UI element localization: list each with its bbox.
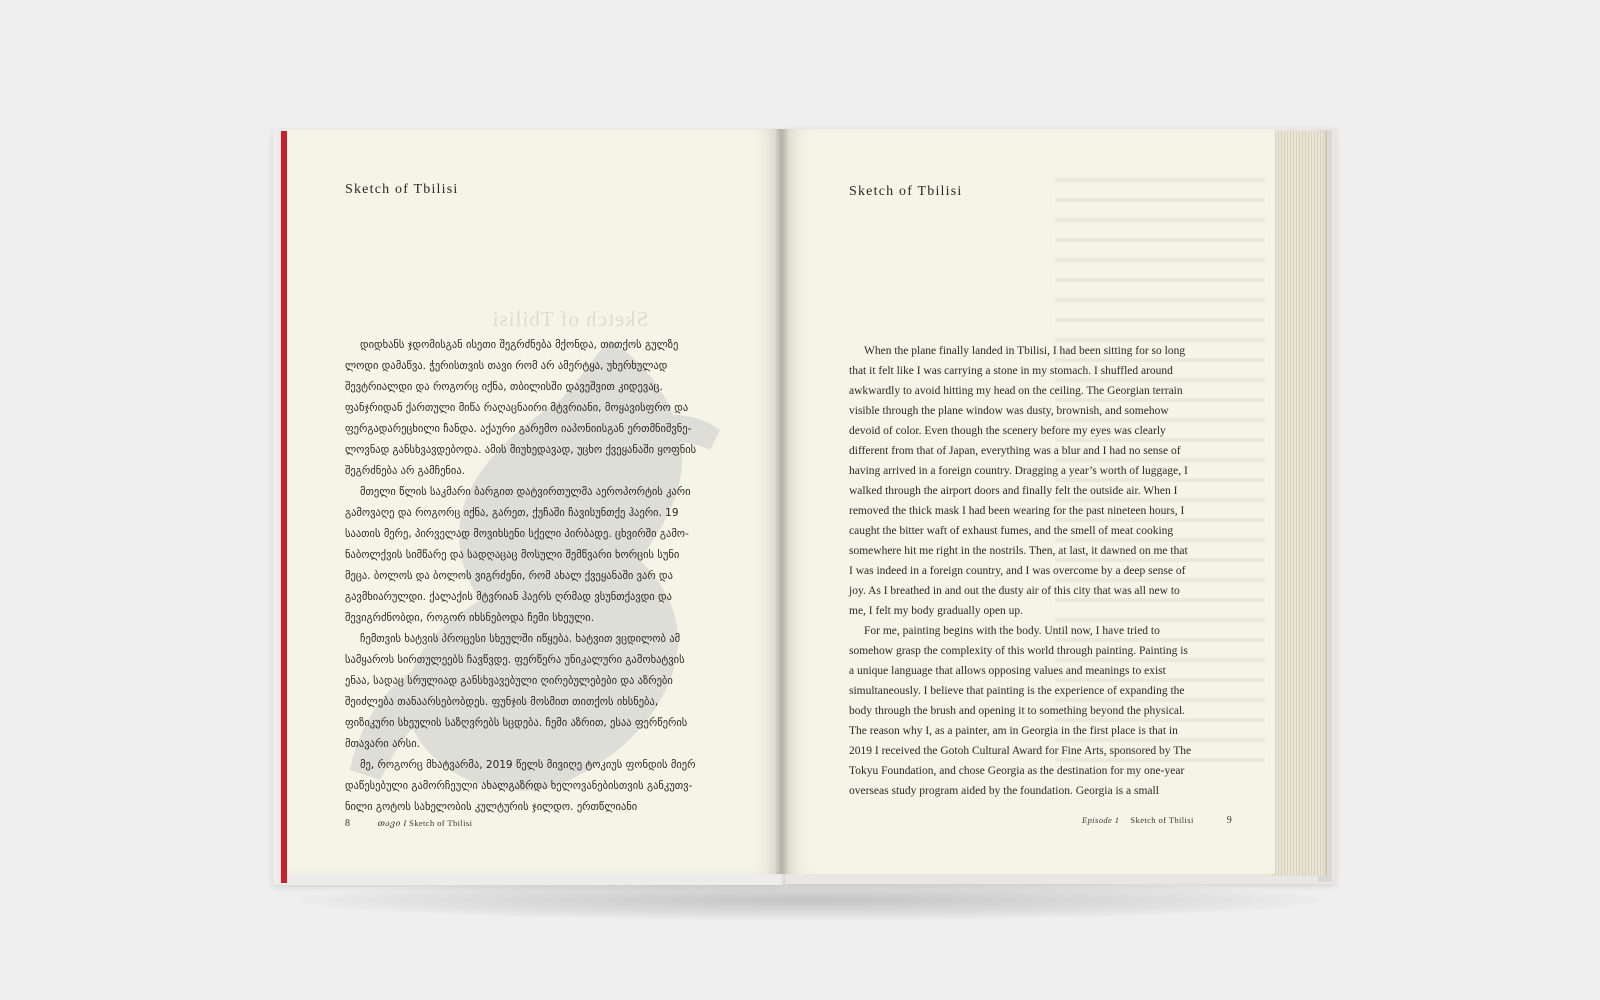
text-line: ენაა, სადაც სრულიად განსხვავებული ღირებულებები და აზრები xyxy=(345,675,673,687)
text-line: მთელი წლის საკმარი ბარგით დატვირთულმა აეროპორტის კარი xyxy=(360,486,691,498)
text-line: ლოვნად განსხვავდებოდა. ამის მიუხედავად, უცხო ქვეყანაში ყოფნის xyxy=(345,444,697,456)
text-line: awkwardly to avoid hitting my head on the ceiling. The Georgian terrain xyxy=(849,385,1183,397)
text-line: შეგრძნება არ გამჩენია. xyxy=(345,465,465,477)
text-line: somehow grasp the complexity of this world through painting. Painting is xyxy=(849,645,1188,657)
text-line: removed the thick mask I had been wearing for the past nineteen hours, I xyxy=(849,505,1185,517)
footer-title: Sketch of Tbilisi xyxy=(409,818,473,828)
text-line: ფერგადარეცხილი ჩანდა. აქაური გარემო იაპონიისგან ერთმნიშვნე- xyxy=(345,423,692,435)
text-line: დაწესებული გამორჩეული ახალგაზრდა ხელოვანებისთვის განკუთვ- xyxy=(345,780,693,792)
text-line: საათის მერე, პირველად მოვიხსენი სქელი პირბადე. ცხვირში გამო- xyxy=(345,528,689,540)
page-edges xyxy=(1270,131,1327,876)
text-line: ფანჯრიდან ქართული მიწა რაღაცნაირი მტვრიანი, მოყავისფრო და xyxy=(345,402,689,414)
text-line: simultaneously. I believe that painting is the experience of expanding the xyxy=(849,685,1185,697)
text-line: Tokyu Foundation, and chose Georgia as the destination for my one-year xyxy=(849,765,1185,777)
text-line: შევიგრძნობდი, როგორ იხსნებოდა ჩემი სხეული. xyxy=(345,612,595,624)
text-line: For me, painting begins with the body. Until now, I have tried to xyxy=(864,625,1160,637)
text-line: შეიძლება თანაარსებობდეს. ფუნჯის მოსმით თითქოს იხსნება, xyxy=(345,696,659,708)
text-line: ნილი გოტოს სახელობის კულტურის ჯილდო. ერთწლიანი xyxy=(345,801,638,813)
right-body-text xyxy=(849,341,1191,801)
episode-label: Episode 1 xyxy=(1082,815,1120,825)
text-line: მე, როგორც მხატვარმა, 2019 წელს მივიღე ტოკიუს ფონდის მიერ xyxy=(360,759,696,771)
text-line: გამოვაღე და როგორც იქნა, გარეთ, ქუჩაში ჩავისუნთქე ჰაერი. 19 xyxy=(345,507,679,519)
text-line: walked through the airport doors and finally felt the outside air. When I xyxy=(849,485,1178,497)
left-body-text xyxy=(345,335,696,818)
text-line: somewhere hit me right in the nostrils. Then, at last, it dawned on me that xyxy=(849,545,1188,557)
text-line: სამყაროს სირთულეებს ჩავწვდე. ფერწერა უნიკალური გამოხატვის xyxy=(345,654,685,666)
footer-title: Sketch of Tbilisi xyxy=(1130,815,1194,825)
text-line: When the plane finally landed in Tbilisi, I had been sitting for so long xyxy=(864,345,1186,357)
text-line: joy. As I breathed in and out the dusty air of this city that was all new to xyxy=(849,585,1180,597)
text-line: devoid of color. Even though the scenery before my eyes was clearly xyxy=(849,425,1166,437)
text-line: მეცა. ბოლოს და ბოლოს ვიგრძენი, რომ ახალ ქვეყანაში ვარ და xyxy=(345,570,673,582)
text-line: visible through the plane window was dusty, brownish, and somehow xyxy=(849,405,1169,417)
text-line: მთავარი არსი. xyxy=(345,738,421,750)
text-line: me, I felt my body gradually open up. xyxy=(849,605,1024,617)
episode-label: თავი I xyxy=(377,818,407,828)
show-through-title: Sketch of Tbilisi xyxy=(491,307,649,331)
page-number: 9 xyxy=(1226,815,1233,826)
left-running-head: Sketch of Tbilisi xyxy=(345,182,459,197)
text-line: გავმხიარულდი. ქალაქის მტვრიან ჰაერს ღრმად ვსუნთქავდი და xyxy=(345,591,672,603)
text-line: ჩემთვის ხატვის პროცესი სხეულში იწყება. ხატვით ვცდილობ ამ xyxy=(360,633,681,645)
book-shadow xyxy=(300,880,1320,920)
text-line: The reason why I, as a painter, am in Georgia in the first place is that in xyxy=(849,725,1178,737)
text-line: different from that of Japan, everything was a blur and I had no sense of xyxy=(849,445,1181,457)
right-running-head: Sketch of Tbilisi xyxy=(849,184,963,199)
text-line: დიდხანს ჯდომისგან ისეთი შეგრძნება მქონდა, თითქოს გულზე xyxy=(360,339,679,351)
text-line: having arrived in a foreign country. Dragging a year’s worth of luggage, I xyxy=(849,465,1188,477)
text-line: caught the bitter waft of exhaust fumes, and the smell of meat cooking xyxy=(849,525,1174,537)
text-line: I was indeed in a foreign country, and I was overcome by a deep sense of xyxy=(849,565,1186,577)
text-line: a unique language that allows opposing values and meanings to exist xyxy=(849,665,1166,677)
text-line: 2019 I received the Gotoh Cultural Award for Fine Arts, sponsored by The xyxy=(849,745,1192,757)
page-number: 8 xyxy=(345,818,351,829)
text-line: body through the brush and opening it to something beyond the physical. xyxy=(849,705,1186,717)
text-line: ლოდი დამაწვა. ჭერისთვის თავი რომ არ ამერტყა, უხერხულად xyxy=(345,360,668,372)
text-line: ნაბოლქვის სიმწარე და სადღაცაც მოსული შემწვარი ხორცის სუნი xyxy=(345,549,680,561)
text-line: შევტრიალდი და როგორც იქნა, თბილისში დავეშვით კიდევაც. xyxy=(345,381,663,393)
book-gutter xyxy=(776,129,788,874)
text-line: overseas study program aided by the foundation. Georgia is a small xyxy=(849,785,1159,797)
right-footer xyxy=(1082,815,1232,826)
left-footer xyxy=(345,818,472,829)
text-line: ფიზიკური სხეულის საზღვრებს სცდება. ჩემი აზრით, ესაა ფერწერის xyxy=(345,717,688,729)
text-line: that it felt like I was carrying a stone in my stomach. I shuffled around xyxy=(849,365,1173,377)
